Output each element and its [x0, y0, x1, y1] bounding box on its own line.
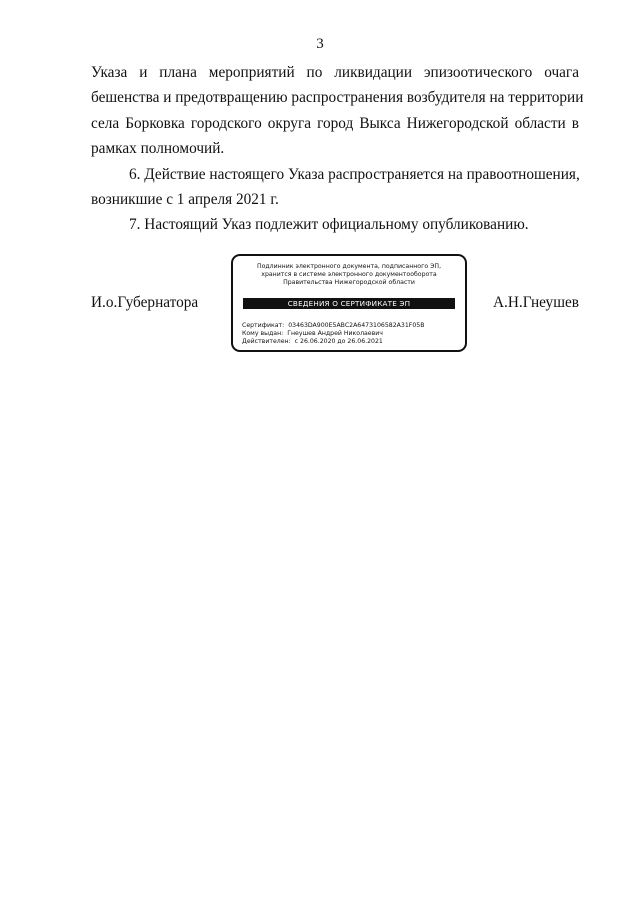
body-line: 7. Настоящий Указ подлежит официальному опубликованию. [129, 216, 529, 234]
validity-label: Действителен: [242, 338, 291, 345]
signatory-position: И.о.Губернатора [91, 294, 199, 311]
body-line: возникшие с 1 апреля 2021 г. [91, 190, 279, 208]
issued-to-value: Гнеушев Андрей Николаевич [287, 330, 383, 337]
issued-to-label: Кому выдан: [242, 330, 284, 337]
validity-value: с 26.06.2020 до 26.06.2021 [294, 338, 383, 345]
stamp-header-line: хранится в системе электронного документооборота [261, 271, 437, 278]
body-line: Указа и плана мероприятий по ликвидации эпизоотического очага [91, 64, 579, 81]
stamp-header-line: Правительства Нижегородской области [283, 279, 415, 286]
certificate-label: Сертификат: [242, 322, 285, 329]
body-line: бешенства и предотвращению распространения возбудителя на территории [91, 89, 584, 107]
e-signature-stamp [231, 254, 467, 352]
stamp-header-line: Подлинник электронного документа, подписанного ЭП, [256, 263, 442, 270]
certificate-row [242, 322, 424, 330]
stamp-details [242, 322, 424, 346]
document-body [91, 60, 584, 238]
issued-to-row [242, 330, 424, 338]
body-line: 6. Действие настоящего Указа распространяется на правоотношения, [129, 165, 580, 183]
stamp-title-bar: СВЕДЕНИЯ О СЕРТИФИКАТЕ ЭП [243, 298, 455, 309]
body-line: села Борковка городского округа город Выкса Нижегородской области в [91, 114, 579, 132]
page-number: 3 [316, 36, 324, 52]
body-line: рамках полномочий. [91, 140, 225, 158]
certificate-value: 03463DA900E5ABC2A6473106582A31F05B [288, 322, 425, 329]
stamp-header [233, 263, 465, 287]
validity-row [242, 338, 424, 346]
signatory-name: А.Н.Гнеушев [492, 294, 579, 311]
